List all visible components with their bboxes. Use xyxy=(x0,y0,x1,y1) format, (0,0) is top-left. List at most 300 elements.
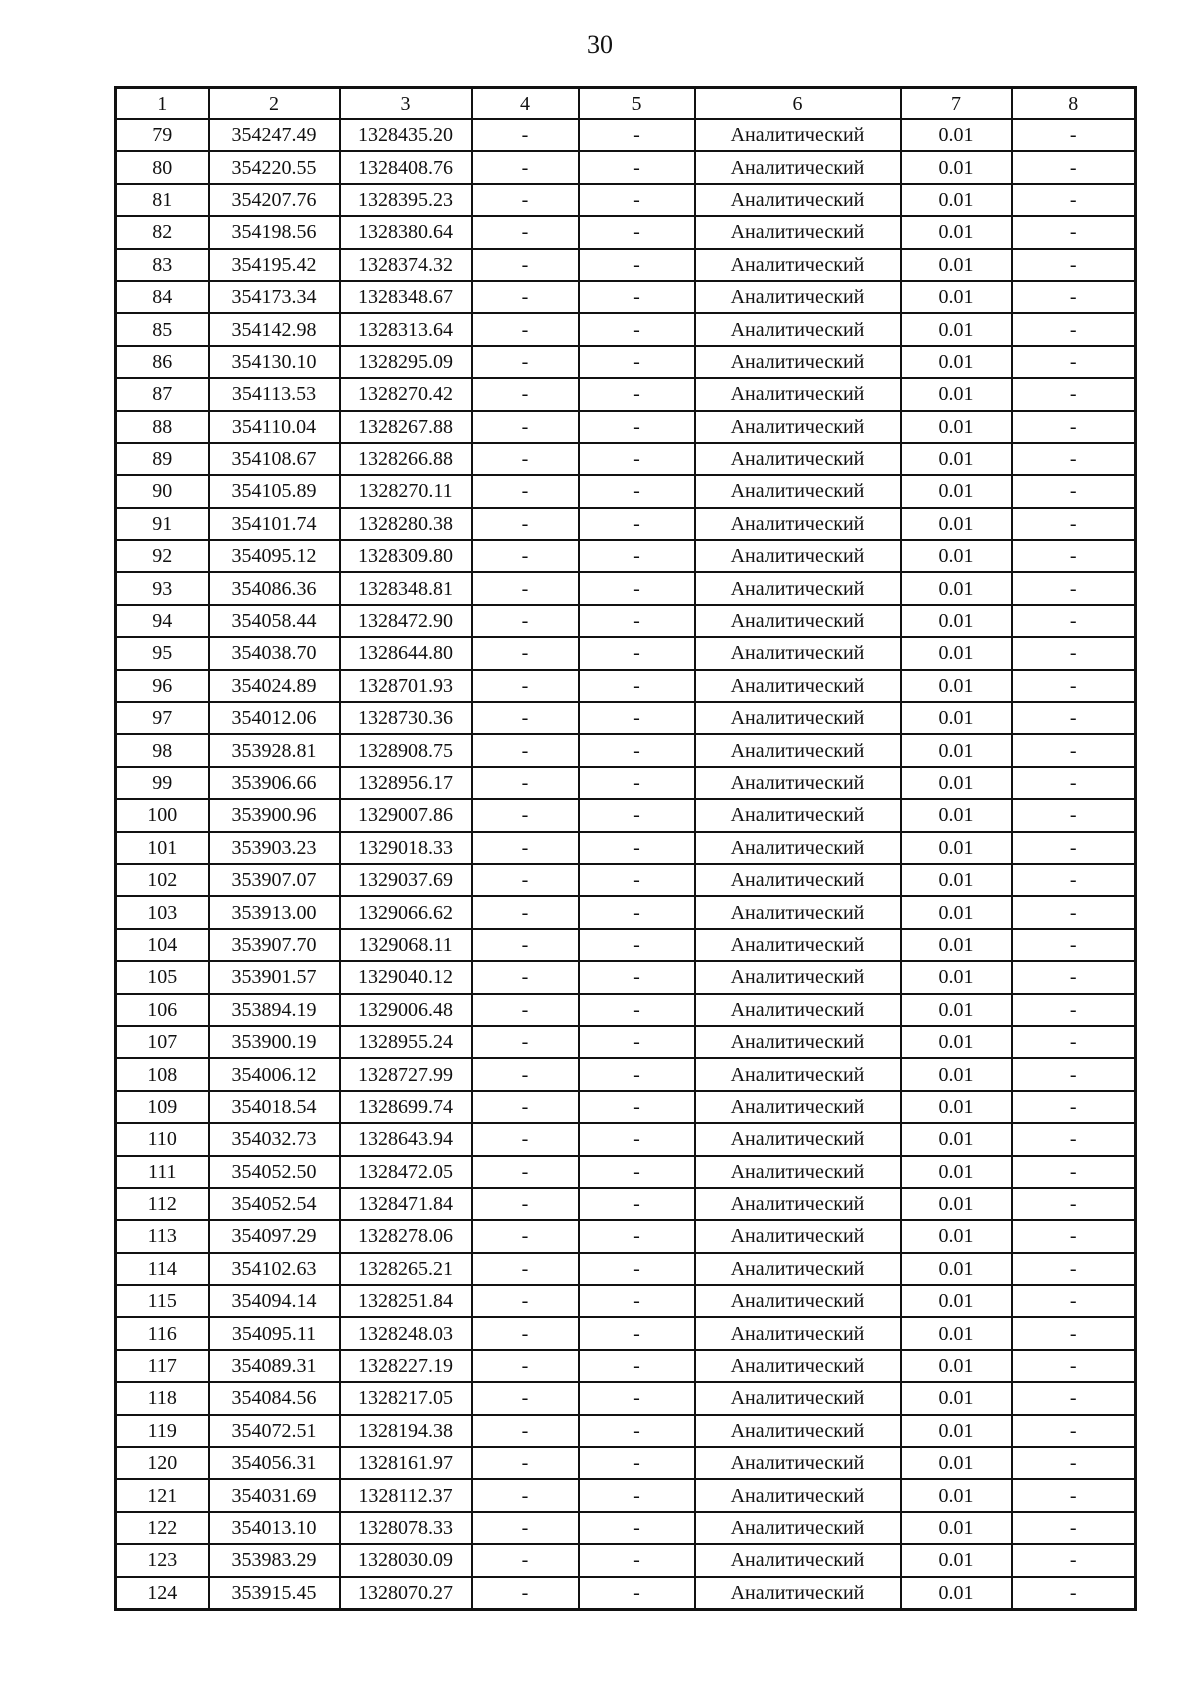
col8-cell: - xyxy=(1012,249,1136,281)
method-cell: Аналитический xyxy=(695,216,901,248)
table-row xyxy=(116,184,1136,216)
x-coordinate-cell: 353900.96 xyxy=(209,799,340,831)
col4-cell: - xyxy=(472,540,579,572)
y-coordinate-cell: 1328374.32 xyxy=(340,249,472,281)
method-cell: Аналитический xyxy=(695,1544,901,1576)
table-row xyxy=(116,1253,1136,1285)
table-row xyxy=(116,346,1136,378)
method-cell: Аналитический xyxy=(695,1026,901,1058)
header-cell-6: 6 xyxy=(695,88,901,120)
x-coordinate-cell: 354195.42 xyxy=(209,249,340,281)
col8-cell: - xyxy=(1012,151,1136,183)
accuracy-cell: 0.01 xyxy=(901,1188,1012,1220)
table-row xyxy=(116,1188,1136,1220)
accuracy-cell: 0.01 xyxy=(901,119,1012,151)
method-cell: Аналитический xyxy=(695,475,901,507)
table-row xyxy=(116,994,1136,1026)
col5-cell: - xyxy=(579,540,695,572)
col5-cell: - xyxy=(579,896,695,928)
col8-cell: - xyxy=(1012,1188,1136,1220)
x-coordinate-cell: 354084.56 xyxy=(209,1382,340,1414)
col4-cell: - xyxy=(472,1350,579,1382)
method-cell: Аналитический xyxy=(695,734,901,766)
table-row xyxy=(116,1577,1136,1610)
col5-cell: - xyxy=(579,216,695,248)
accuracy-cell: 0.01 xyxy=(901,799,1012,831)
col4-cell: - xyxy=(472,119,579,151)
accuracy-cell: 0.01 xyxy=(901,313,1012,345)
y-coordinate-cell: 1329068.11 xyxy=(340,929,472,961)
x-coordinate-cell: 354097.29 xyxy=(209,1220,340,1252)
accuracy-cell: 0.01 xyxy=(901,896,1012,928)
col5-cell: - xyxy=(579,1317,695,1349)
col5-cell: - xyxy=(579,670,695,702)
col5-cell: - xyxy=(579,864,695,896)
page-number: 30 xyxy=(587,30,613,59)
x-coordinate-cell: 354018.54 xyxy=(209,1091,340,1123)
method-cell: Аналитический xyxy=(695,799,901,831)
col4-cell: - xyxy=(472,1317,579,1349)
col5-cell: - xyxy=(579,799,695,831)
col4-cell: - xyxy=(472,411,579,443)
point-number-cell: 94 xyxy=(116,605,209,637)
accuracy-cell: 0.01 xyxy=(901,1544,1012,1576)
col5-cell: - xyxy=(579,702,695,734)
col8-cell: - xyxy=(1012,734,1136,766)
table-row xyxy=(116,1058,1136,1090)
col4-cell: - xyxy=(472,1026,579,1058)
col5-cell: - xyxy=(579,1220,695,1252)
col4-cell: - xyxy=(472,994,579,1026)
accuracy-cell: 0.01 xyxy=(901,1058,1012,1090)
point-number-cell: 91 xyxy=(116,508,209,540)
x-coordinate-cell: 354013.10 xyxy=(209,1512,340,1544)
x-coordinate-cell: 353915.45 xyxy=(209,1577,340,1610)
col5-cell: - xyxy=(579,1026,695,1058)
y-coordinate-cell: 1328408.76 xyxy=(340,151,472,183)
col8-cell: - xyxy=(1012,1382,1136,1414)
accuracy-cell: 0.01 xyxy=(901,767,1012,799)
col8-cell: - xyxy=(1012,1220,1136,1252)
x-coordinate-cell: 353894.19 xyxy=(209,994,340,1026)
y-coordinate-cell: 1328908.75 xyxy=(340,734,472,766)
x-coordinate-cell: 354089.31 xyxy=(209,1350,340,1382)
table-row xyxy=(116,832,1136,864)
table-row xyxy=(116,151,1136,183)
accuracy-cell: 0.01 xyxy=(901,1447,1012,1479)
table-row xyxy=(116,540,1136,572)
col5-cell: - xyxy=(579,961,695,993)
accuracy-cell: 0.01 xyxy=(901,1026,1012,1058)
col4-cell: - xyxy=(472,216,579,248)
col8-cell: - xyxy=(1012,1577,1136,1610)
col5-cell: - xyxy=(579,508,695,540)
point-number-cell: 100 xyxy=(116,799,209,831)
point-number-cell: 93 xyxy=(116,572,209,604)
header-cell-8: 8 xyxy=(1012,88,1136,120)
col8-cell: - xyxy=(1012,184,1136,216)
point-number-cell: 110 xyxy=(116,1123,209,1155)
col8-cell: - xyxy=(1012,1123,1136,1155)
method-cell: Аналитический xyxy=(695,637,901,669)
point-number-cell: 123 xyxy=(116,1544,209,1576)
col5-cell: - xyxy=(579,151,695,183)
col4-cell: - xyxy=(472,184,579,216)
point-number-cell: 84 xyxy=(116,281,209,313)
col5-cell: - xyxy=(579,1415,695,1447)
y-coordinate-cell: 1328270.42 xyxy=(340,378,472,410)
col4-cell: - xyxy=(472,605,579,637)
col5-cell: - xyxy=(579,832,695,864)
y-coordinate-cell: 1328112.37 xyxy=(340,1479,472,1511)
col8-cell: - xyxy=(1012,702,1136,734)
method-cell: Аналитический xyxy=(695,1123,901,1155)
accuracy-cell: 0.01 xyxy=(901,346,1012,378)
table-row xyxy=(116,1285,1136,1317)
table-row xyxy=(116,475,1136,507)
col5-cell: - xyxy=(579,1156,695,1188)
x-coordinate-cell: 354032.73 xyxy=(209,1123,340,1155)
point-number-cell: 113 xyxy=(116,1220,209,1252)
table-row xyxy=(116,281,1136,313)
col5-cell: - xyxy=(579,1512,695,1544)
point-number-cell: 114 xyxy=(116,1253,209,1285)
col5-cell: - xyxy=(579,1123,695,1155)
col5-cell: - xyxy=(579,119,695,151)
method-cell: Аналитический xyxy=(695,119,901,151)
accuracy-cell: 0.01 xyxy=(901,443,1012,475)
col4-cell: - xyxy=(472,475,579,507)
method-cell: Аналитический xyxy=(695,896,901,928)
col5-cell: - xyxy=(579,378,695,410)
accuracy-cell: 0.01 xyxy=(901,411,1012,443)
x-coordinate-cell: 354173.34 xyxy=(209,281,340,313)
y-coordinate-cell: 1328278.06 xyxy=(340,1220,472,1252)
x-coordinate-cell: 354056.31 xyxy=(209,1447,340,1479)
point-number-cell: 115 xyxy=(116,1285,209,1317)
accuracy-cell: 0.01 xyxy=(901,1091,1012,1123)
table-row xyxy=(116,1091,1136,1123)
method-cell: Аналитический xyxy=(695,572,901,604)
x-coordinate-cell: 354052.50 xyxy=(209,1156,340,1188)
accuracy-cell: 0.01 xyxy=(901,605,1012,637)
x-coordinate-cell: 354058.44 xyxy=(209,605,340,637)
point-number-cell: 86 xyxy=(116,346,209,378)
col8-cell: - xyxy=(1012,637,1136,669)
accuracy-cell: 0.01 xyxy=(901,929,1012,961)
col8-cell: - xyxy=(1012,1512,1136,1544)
method-cell: Аналитический xyxy=(695,346,901,378)
method-cell: Аналитический xyxy=(695,767,901,799)
table-row xyxy=(116,1317,1136,1349)
y-coordinate-cell: 1328295.09 xyxy=(340,346,472,378)
x-coordinate-cell: 354006.12 xyxy=(209,1058,340,1090)
col4-cell: - xyxy=(472,1285,579,1317)
accuracy-cell: 0.01 xyxy=(901,1220,1012,1252)
col8-cell: - xyxy=(1012,508,1136,540)
table-row xyxy=(116,1123,1136,1155)
accuracy-cell: 0.01 xyxy=(901,184,1012,216)
col4-cell: - xyxy=(472,1415,579,1447)
col8-cell: - xyxy=(1012,1285,1136,1317)
col4-cell: - xyxy=(472,443,579,475)
table-row xyxy=(116,864,1136,896)
x-coordinate-cell: 353903.23 xyxy=(209,832,340,864)
method-cell: Аналитический xyxy=(695,184,901,216)
y-coordinate-cell: 1328643.94 xyxy=(340,1123,472,1155)
col5-cell: - xyxy=(579,1058,695,1090)
col4-cell: - xyxy=(472,572,579,604)
y-coordinate-cell: 1328395.23 xyxy=(340,184,472,216)
col4-cell: - xyxy=(472,670,579,702)
point-number-cell: 120 xyxy=(116,1447,209,1479)
table-row xyxy=(116,637,1136,669)
point-number-cell: 104 xyxy=(116,929,209,961)
x-coordinate-cell: 354095.11 xyxy=(209,1317,340,1349)
table-row xyxy=(116,896,1136,928)
y-coordinate-cell: 1328078.33 xyxy=(340,1512,472,1544)
table-row xyxy=(116,1026,1136,1058)
col8-cell: - xyxy=(1012,1026,1136,1058)
table-row xyxy=(116,443,1136,475)
y-coordinate-cell: 1328348.67 xyxy=(340,281,472,313)
col8-cell: - xyxy=(1012,767,1136,799)
point-number-cell: 108 xyxy=(116,1058,209,1090)
col8-cell: - xyxy=(1012,994,1136,1026)
table-row xyxy=(116,1512,1136,1544)
accuracy-cell: 0.01 xyxy=(901,864,1012,896)
point-number-cell: 89 xyxy=(116,443,209,475)
header-cell-2: 2 xyxy=(209,88,340,120)
col4-cell: - xyxy=(472,313,579,345)
method-cell: Аналитический xyxy=(695,1285,901,1317)
x-coordinate-cell: 354086.36 xyxy=(209,572,340,604)
col8-cell: - xyxy=(1012,1415,1136,1447)
y-coordinate-cell: 1328265.21 xyxy=(340,1253,472,1285)
y-coordinate-cell: 1328380.64 xyxy=(340,216,472,248)
col5-cell: - xyxy=(579,249,695,281)
point-number-cell: 119 xyxy=(116,1415,209,1447)
point-number-cell: 87 xyxy=(116,378,209,410)
accuracy-cell: 0.01 xyxy=(901,1415,1012,1447)
y-coordinate-cell: 1328070.27 xyxy=(340,1577,472,1610)
accuracy-cell: 0.01 xyxy=(901,1317,1012,1349)
table-row xyxy=(116,411,1136,443)
table-row xyxy=(116,1350,1136,1382)
accuracy-cell: 0.01 xyxy=(901,475,1012,507)
x-coordinate-cell: 354095.12 xyxy=(209,540,340,572)
col5-cell: - xyxy=(579,767,695,799)
y-coordinate-cell: 1328435.20 xyxy=(340,119,472,151)
col4-cell: - xyxy=(472,702,579,734)
col4-cell: - xyxy=(472,1512,579,1544)
col5-cell: - xyxy=(579,572,695,604)
col8-cell: - xyxy=(1012,119,1136,151)
y-coordinate-cell: 1328730.36 xyxy=(340,702,472,734)
table-row xyxy=(116,734,1136,766)
x-coordinate-cell: 354024.89 xyxy=(209,670,340,702)
col4-cell: - xyxy=(472,1447,579,1479)
point-number-cell: 83 xyxy=(116,249,209,281)
method-cell: Аналитический xyxy=(695,1220,901,1252)
table-row xyxy=(116,767,1136,799)
table-row xyxy=(116,1382,1136,1414)
method-cell: Аналитический xyxy=(695,702,901,734)
col8-cell: - xyxy=(1012,281,1136,313)
method-cell: Аналитический xyxy=(695,1188,901,1220)
y-coordinate-cell: 1329066.62 xyxy=(340,896,472,928)
col5-cell: - xyxy=(579,994,695,1026)
accuracy-cell: 0.01 xyxy=(901,508,1012,540)
table-row xyxy=(116,1447,1136,1479)
y-coordinate-cell: 1328251.84 xyxy=(340,1285,472,1317)
y-coordinate-cell: 1329037.69 xyxy=(340,864,472,896)
col8-cell: - xyxy=(1012,1317,1136,1349)
x-coordinate-cell: 354038.70 xyxy=(209,637,340,669)
y-coordinate-cell: 1328348.81 xyxy=(340,572,472,604)
point-number-cell: 103 xyxy=(116,896,209,928)
col4-cell: - xyxy=(472,734,579,766)
point-number-cell: 118 xyxy=(116,1382,209,1414)
point-number-cell: 106 xyxy=(116,994,209,1026)
point-number-cell: 82 xyxy=(116,216,209,248)
point-number-cell: 122 xyxy=(116,1512,209,1544)
method-cell: Аналитический xyxy=(695,994,901,1026)
header-cell-1: 1 xyxy=(116,88,209,120)
x-coordinate-cell: 353906.66 xyxy=(209,767,340,799)
header-cell-3: 3 xyxy=(340,88,472,120)
col8-cell: - xyxy=(1012,1447,1136,1479)
x-coordinate-cell: 354012.06 xyxy=(209,702,340,734)
col4-cell: - xyxy=(472,832,579,864)
table-row xyxy=(116,670,1136,702)
header-cell-7: 7 xyxy=(901,88,1012,120)
method-cell: Аналитический xyxy=(695,961,901,993)
col5-cell: - xyxy=(579,1447,695,1479)
x-coordinate-cell: 353913.00 xyxy=(209,896,340,928)
point-number-cell: 98 xyxy=(116,734,209,766)
accuracy-cell: 0.01 xyxy=(901,1156,1012,1188)
table-row xyxy=(116,572,1136,604)
col4-cell: - xyxy=(472,929,579,961)
point-number-cell: 116 xyxy=(116,1317,209,1349)
x-coordinate-cell: 353928.81 xyxy=(209,734,340,766)
col8-cell: - xyxy=(1012,605,1136,637)
col5-cell: - xyxy=(579,346,695,378)
method-cell: Аналитический xyxy=(695,1317,901,1349)
col8-cell: - xyxy=(1012,572,1136,604)
y-coordinate-cell: 1328955.24 xyxy=(340,1026,472,1058)
x-coordinate-cell: 354110.04 xyxy=(209,411,340,443)
x-coordinate-cell: 353983.29 xyxy=(209,1544,340,1576)
col5-cell: - xyxy=(579,475,695,507)
col5-cell: - xyxy=(579,1382,695,1414)
table-row xyxy=(116,929,1136,961)
method-cell: Аналитический xyxy=(695,1415,901,1447)
col5-cell: - xyxy=(579,1253,695,1285)
y-coordinate-cell: 1328472.90 xyxy=(340,605,472,637)
point-number-cell: 79 xyxy=(116,119,209,151)
accuracy-cell: 0.01 xyxy=(901,378,1012,410)
col8-cell: - xyxy=(1012,346,1136,378)
col8-cell: - xyxy=(1012,832,1136,864)
col5-cell: - xyxy=(579,1285,695,1317)
header-cell-5: 5 xyxy=(579,88,695,120)
x-coordinate-cell: 354113.53 xyxy=(209,378,340,410)
method-cell: Аналитический xyxy=(695,605,901,637)
col5-cell: - xyxy=(579,281,695,313)
col5-cell: - xyxy=(579,734,695,766)
col5-cell: - xyxy=(579,1577,695,1610)
col8-cell: - xyxy=(1012,1253,1136,1285)
accuracy-cell: 0.01 xyxy=(901,151,1012,183)
accuracy-cell: 0.01 xyxy=(901,572,1012,604)
method-cell: Аналитический xyxy=(695,508,901,540)
method-cell: Аналитический xyxy=(695,1091,901,1123)
table-row xyxy=(116,1479,1136,1511)
table-body xyxy=(116,119,1136,1609)
col4-cell: - xyxy=(472,1091,579,1123)
accuracy-cell: 0.01 xyxy=(901,670,1012,702)
y-coordinate-cell: 1328313.64 xyxy=(340,313,472,345)
point-number-cell: 102 xyxy=(116,864,209,896)
col5-cell: - xyxy=(579,1479,695,1511)
y-coordinate-cell: 1328727.99 xyxy=(340,1058,472,1090)
x-coordinate-cell: 354105.89 xyxy=(209,475,340,507)
point-number-cell: 101 xyxy=(116,832,209,864)
table-row xyxy=(116,249,1136,281)
method-cell: Аналитический xyxy=(695,1350,901,1382)
table-row xyxy=(116,378,1136,410)
y-coordinate-cell: 1328280.38 xyxy=(340,508,472,540)
col8-cell: - xyxy=(1012,864,1136,896)
x-coordinate-cell: 354198.56 xyxy=(209,216,340,248)
accuracy-cell: 0.01 xyxy=(901,249,1012,281)
col8-cell: - xyxy=(1012,475,1136,507)
col8-cell: - xyxy=(1012,1350,1136,1382)
col8-cell: - xyxy=(1012,216,1136,248)
col4-cell: - xyxy=(472,1220,579,1252)
x-coordinate-cell: 354101.74 xyxy=(209,508,340,540)
accuracy-cell: 0.01 xyxy=(901,216,1012,248)
accuracy-cell: 0.01 xyxy=(901,637,1012,669)
col5-cell: - xyxy=(579,1350,695,1382)
accuracy-cell: 0.01 xyxy=(901,1285,1012,1317)
accuracy-cell: 0.01 xyxy=(901,994,1012,1026)
col4-cell: - xyxy=(472,1577,579,1610)
col8-cell: - xyxy=(1012,670,1136,702)
col5-cell: - xyxy=(579,411,695,443)
point-number-cell: 92 xyxy=(116,540,209,572)
col5-cell: - xyxy=(579,1544,695,1576)
y-coordinate-cell: 1328248.03 xyxy=(340,1317,472,1349)
y-coordinate-cell: 1328699.74 xyxy=(340,1091,472,1123)
col8-cell: - xyxy=(1012,1058,1136,1090)
col4-cell: - xyxy=(472,1253,579,1285)
col4-cell: - xyxy=(472,1123,579,1155)
accuracy-cell: 0.01 xyxy=(901,832,1012,864)
table-row xyxy=(116,508,1136,540)
col5-cell: - xyxy=(579,443,695,475)
table-row xyxy=(116,1156,1136,1188)
col8-cell: - xyxy=(1012,411,1136,443)
y-coordinate-cell: 1329040.12 xyxy=(340,961,472,993)
accuracy-cell: 0.01 xyxy=(901,1577,1012,1610)
col8-cell: - xyxy=(1012,1156,1136,1188)
accuracy-cell: 0.01 xyxy=(901,734,1012,766)
x-coordinate-cell: 354094.14 xyxy=(209,1285,340,1317)
point-number-cell: 117 xyxy=(116,1350,209,1382)
